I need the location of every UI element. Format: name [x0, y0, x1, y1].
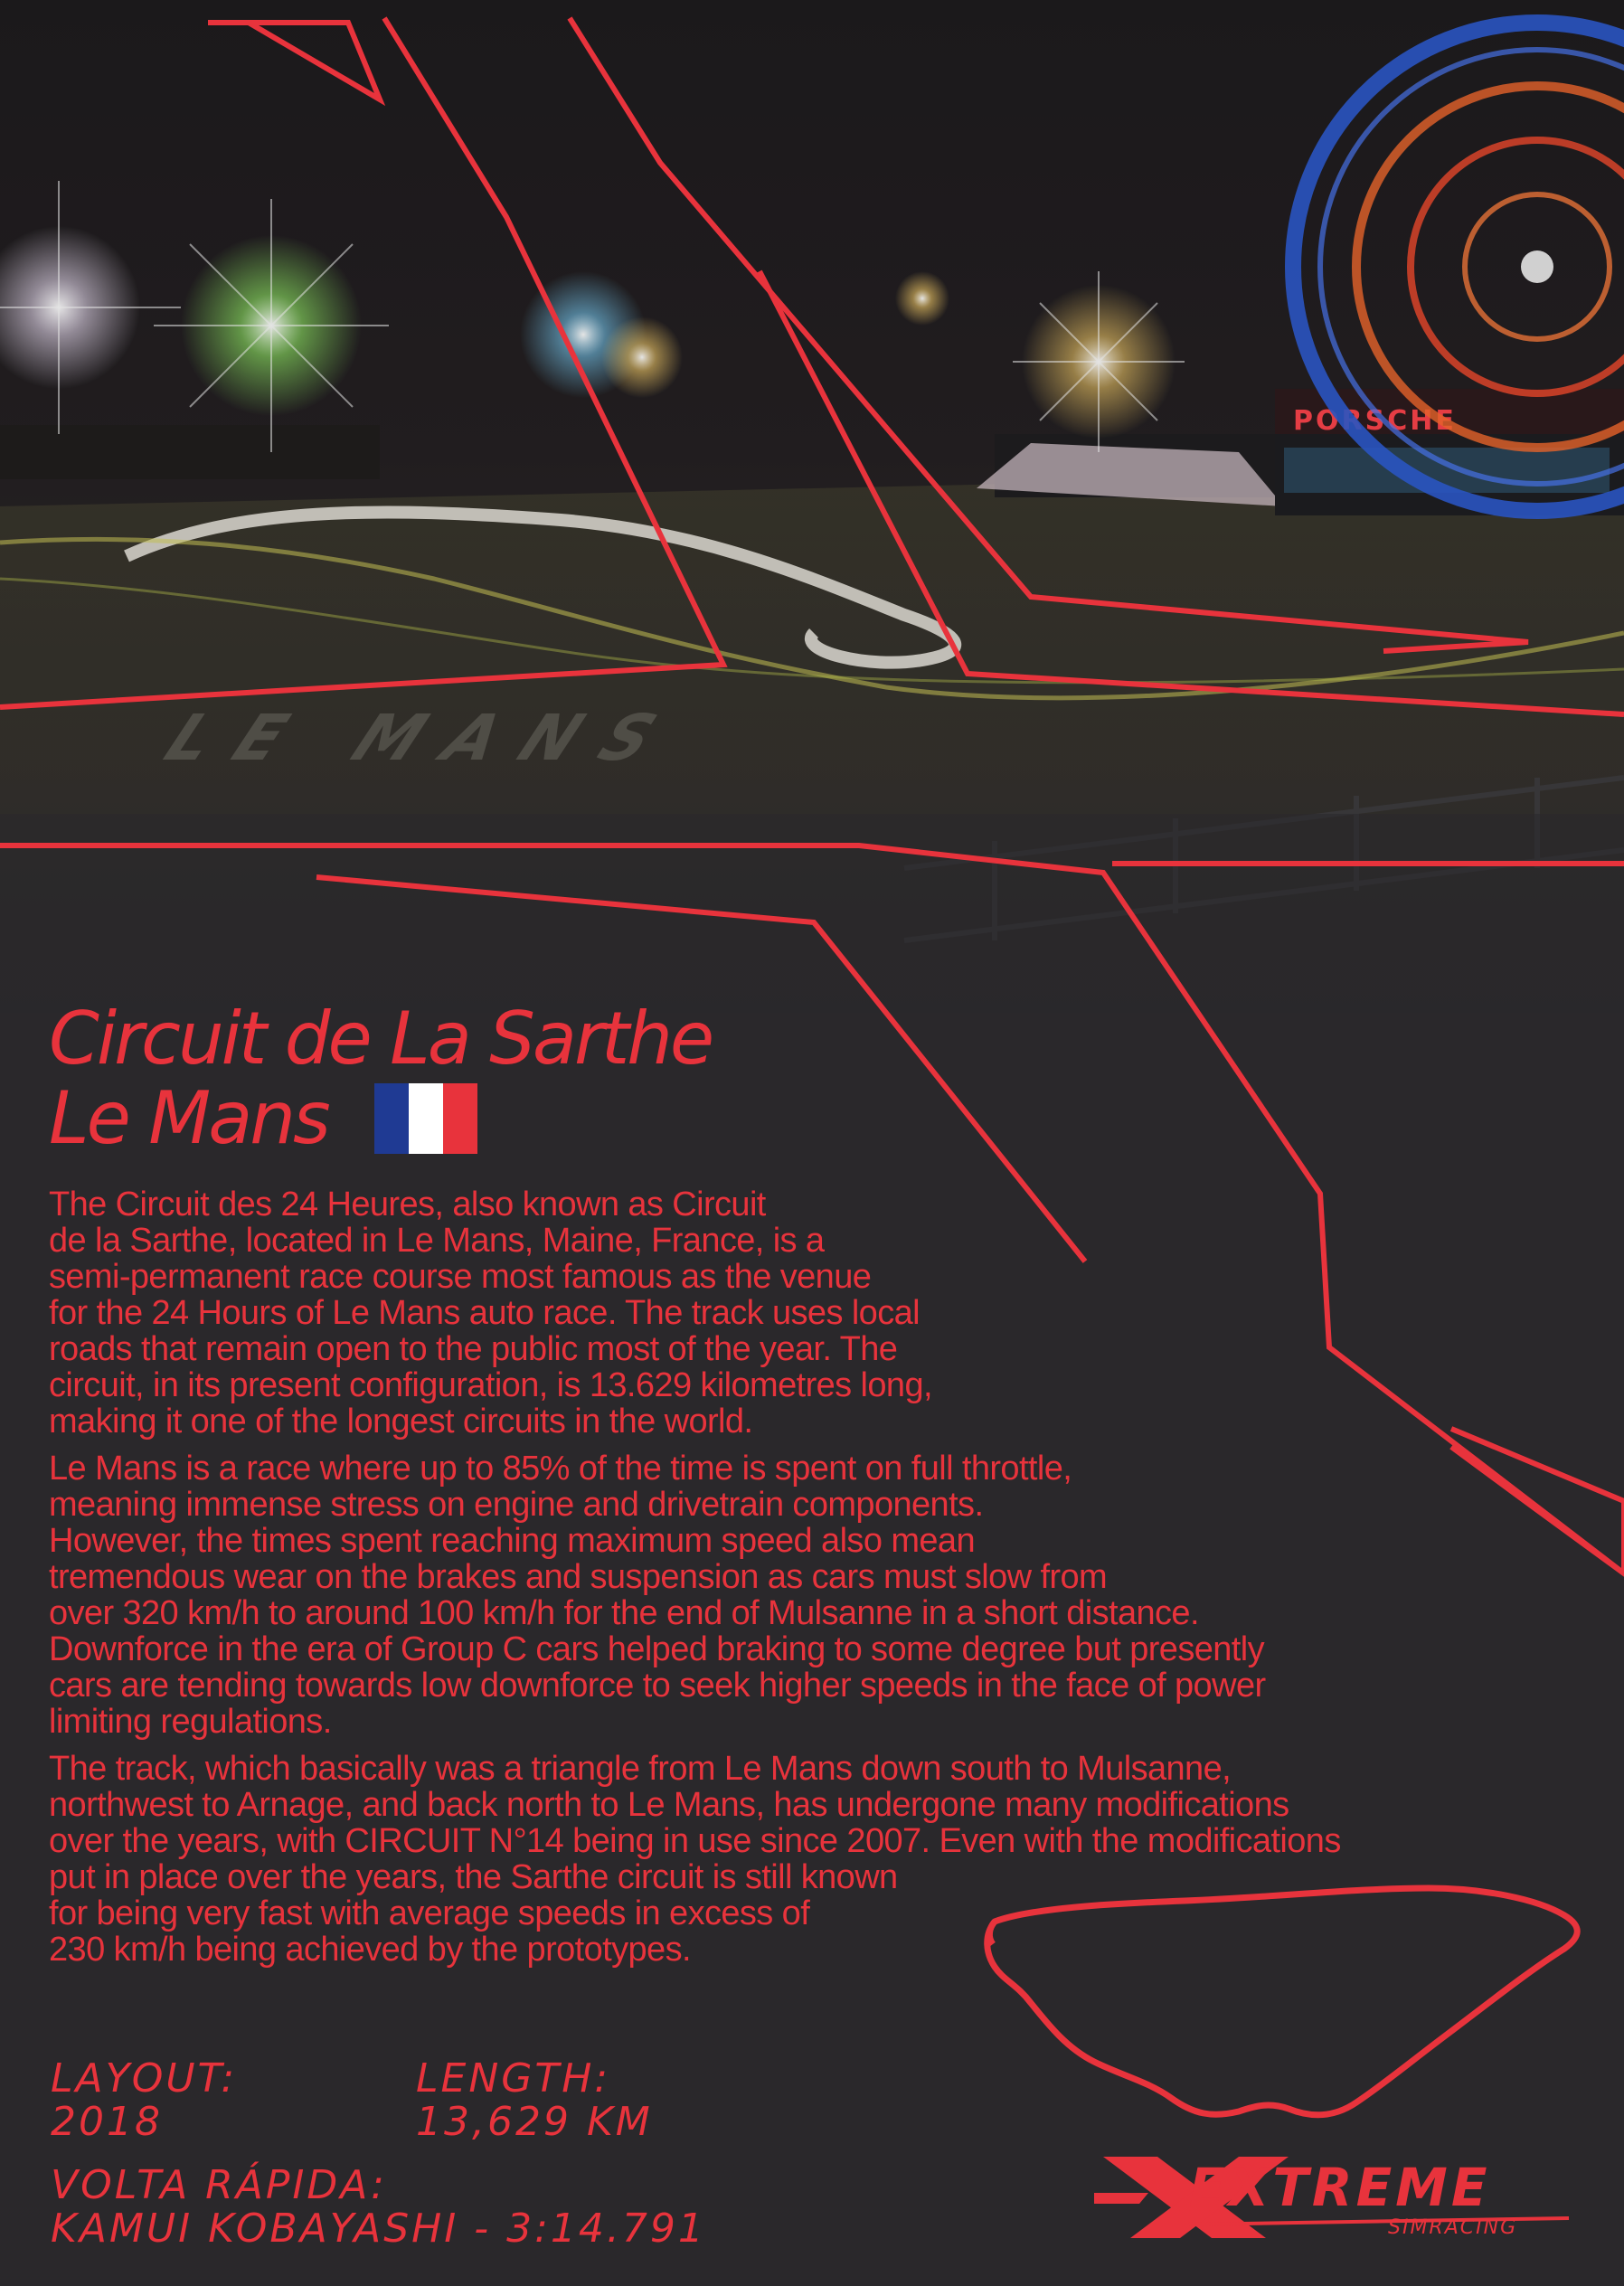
length-label: LENGTH:: [416, 2055, 611, 2102]
flag-stripe-white: [409, 1083, 443, 1154]
layout-label: LAYOUT:: [51, 2055, 238, 2102]
logo-wordmark: EXTREME: [1189, 2157, 1491, 2218]
text-line: meaning immense stress on engine and drivetrain components.: [49, 1486, 984, 1524]
paragraph-2: [49, 1450, 1532, 1740]
porsche-sign: PORSCHE: [1293, 405, 1457, 437]
circuit-title: Circuit de La Sarthe: [49, 997, 713, 1081]
layout-value: 2018: [51, 2099, 163, 2145]
flag-stripe-red: [443, 1083, 477, 1154]
text-line: making it one of the longest circuits in the world.: [49, 1403, 753, 1441]
track-map-outline: [977, 1881, 1591, 2125]
text-line: Le Mans is a race where up to 85% of the time is spent on full throttle,: [49, 1450, 1072, 1488]
text-line: put in place over the years, the Sarthe circuit is still known: [49, 1858, 898, 1896]
text-line: The Circuit des 24 Heures, also known as Circuit: [49, 1186, 766, 1223]
extreme-simracing-logo: [1094, 2148, 1582, 2247]
text-line: 230 km/h being achieved by the prototypes.: [49, 1931, 691, 1969]
text-line: semi-permanent race course most famous as the venue: [49, 1258, 872, 1296]
text-line: cars are tending towards low downforce to seek higher speeds in the face of power: [49, 1667, 1266, 1705]
text-line: roads that remain open to the public most of the year. The: [49, 1330, 898, 1368]
text-line: circuit, in its present configuration, is 13.629 kilometres long,: [49, 1366, 932, 1404]
text-line: The track, which basically was a triangle from Le Mans down south to Mulsanne,: [49, 1750, 1232, 1788]
fastest-lap-label: VOLTA RÁPIDA:: [51, 2162, 387, 2208]
text-line: de la Sarthe, located in Le Mans, Maine, France, is a: [49, 1222, 825, 1260]
length-value: 13,629 KM: [416, 2099, 653, 2145]
ground-text: LE MANS: [154, 702, 694, 776]
france-flag-icon: [374, 1083, 477, 1154]
flag-stripe-blue: [374, 1083, 409, 1154]
text-line: Downforce in the era of Group C cars helped braking to some degree but presently: [49, 1630, 1264, 1668]
text-line: However, the times spent reaching maximum speed also mean: [49, 1522, 975, 1560]
text-line: tremendous wear on the brakes and suspension as cars must slow from: [49, 1558, 1108, 1596]
fastest-lap-value: KAMUI KOBAYASHI - 3:14.791: [51, 2206, 706, 2252]
text-line: over 320 km/h to around 100 km/h for the end of Mulsanne in a short distance.: [49, 1594, 1199, 1632]
description-text: [49, 1186, 1532, 1979]
text-line: for being very fast with average speeds in excess of: [49, 1894, 810, 1932]
text-line: over the years, with CIRCUIT N°14 being in use since 2007. Even with the modifications: [49, 1822, 1341, 1860]
text-line: northwest to Arnage, and back north to Le Mans, has undergone many modifications: [49, 1786, 1289, 1824]
text-line: limiting regulations.: [49, 1703, 332, 1741]
paragraph-1: [49, 1186, 1532, 1440]
logo-subtitle: SIMRACING: [1388, 2216, 1518, 2239]
city-title: Le Mans: [49, 1076, 328, 1160]
text-line: for the 24 Hours of Le Mans auto race. The track uses local: [49, 1294, 920, 1332]
